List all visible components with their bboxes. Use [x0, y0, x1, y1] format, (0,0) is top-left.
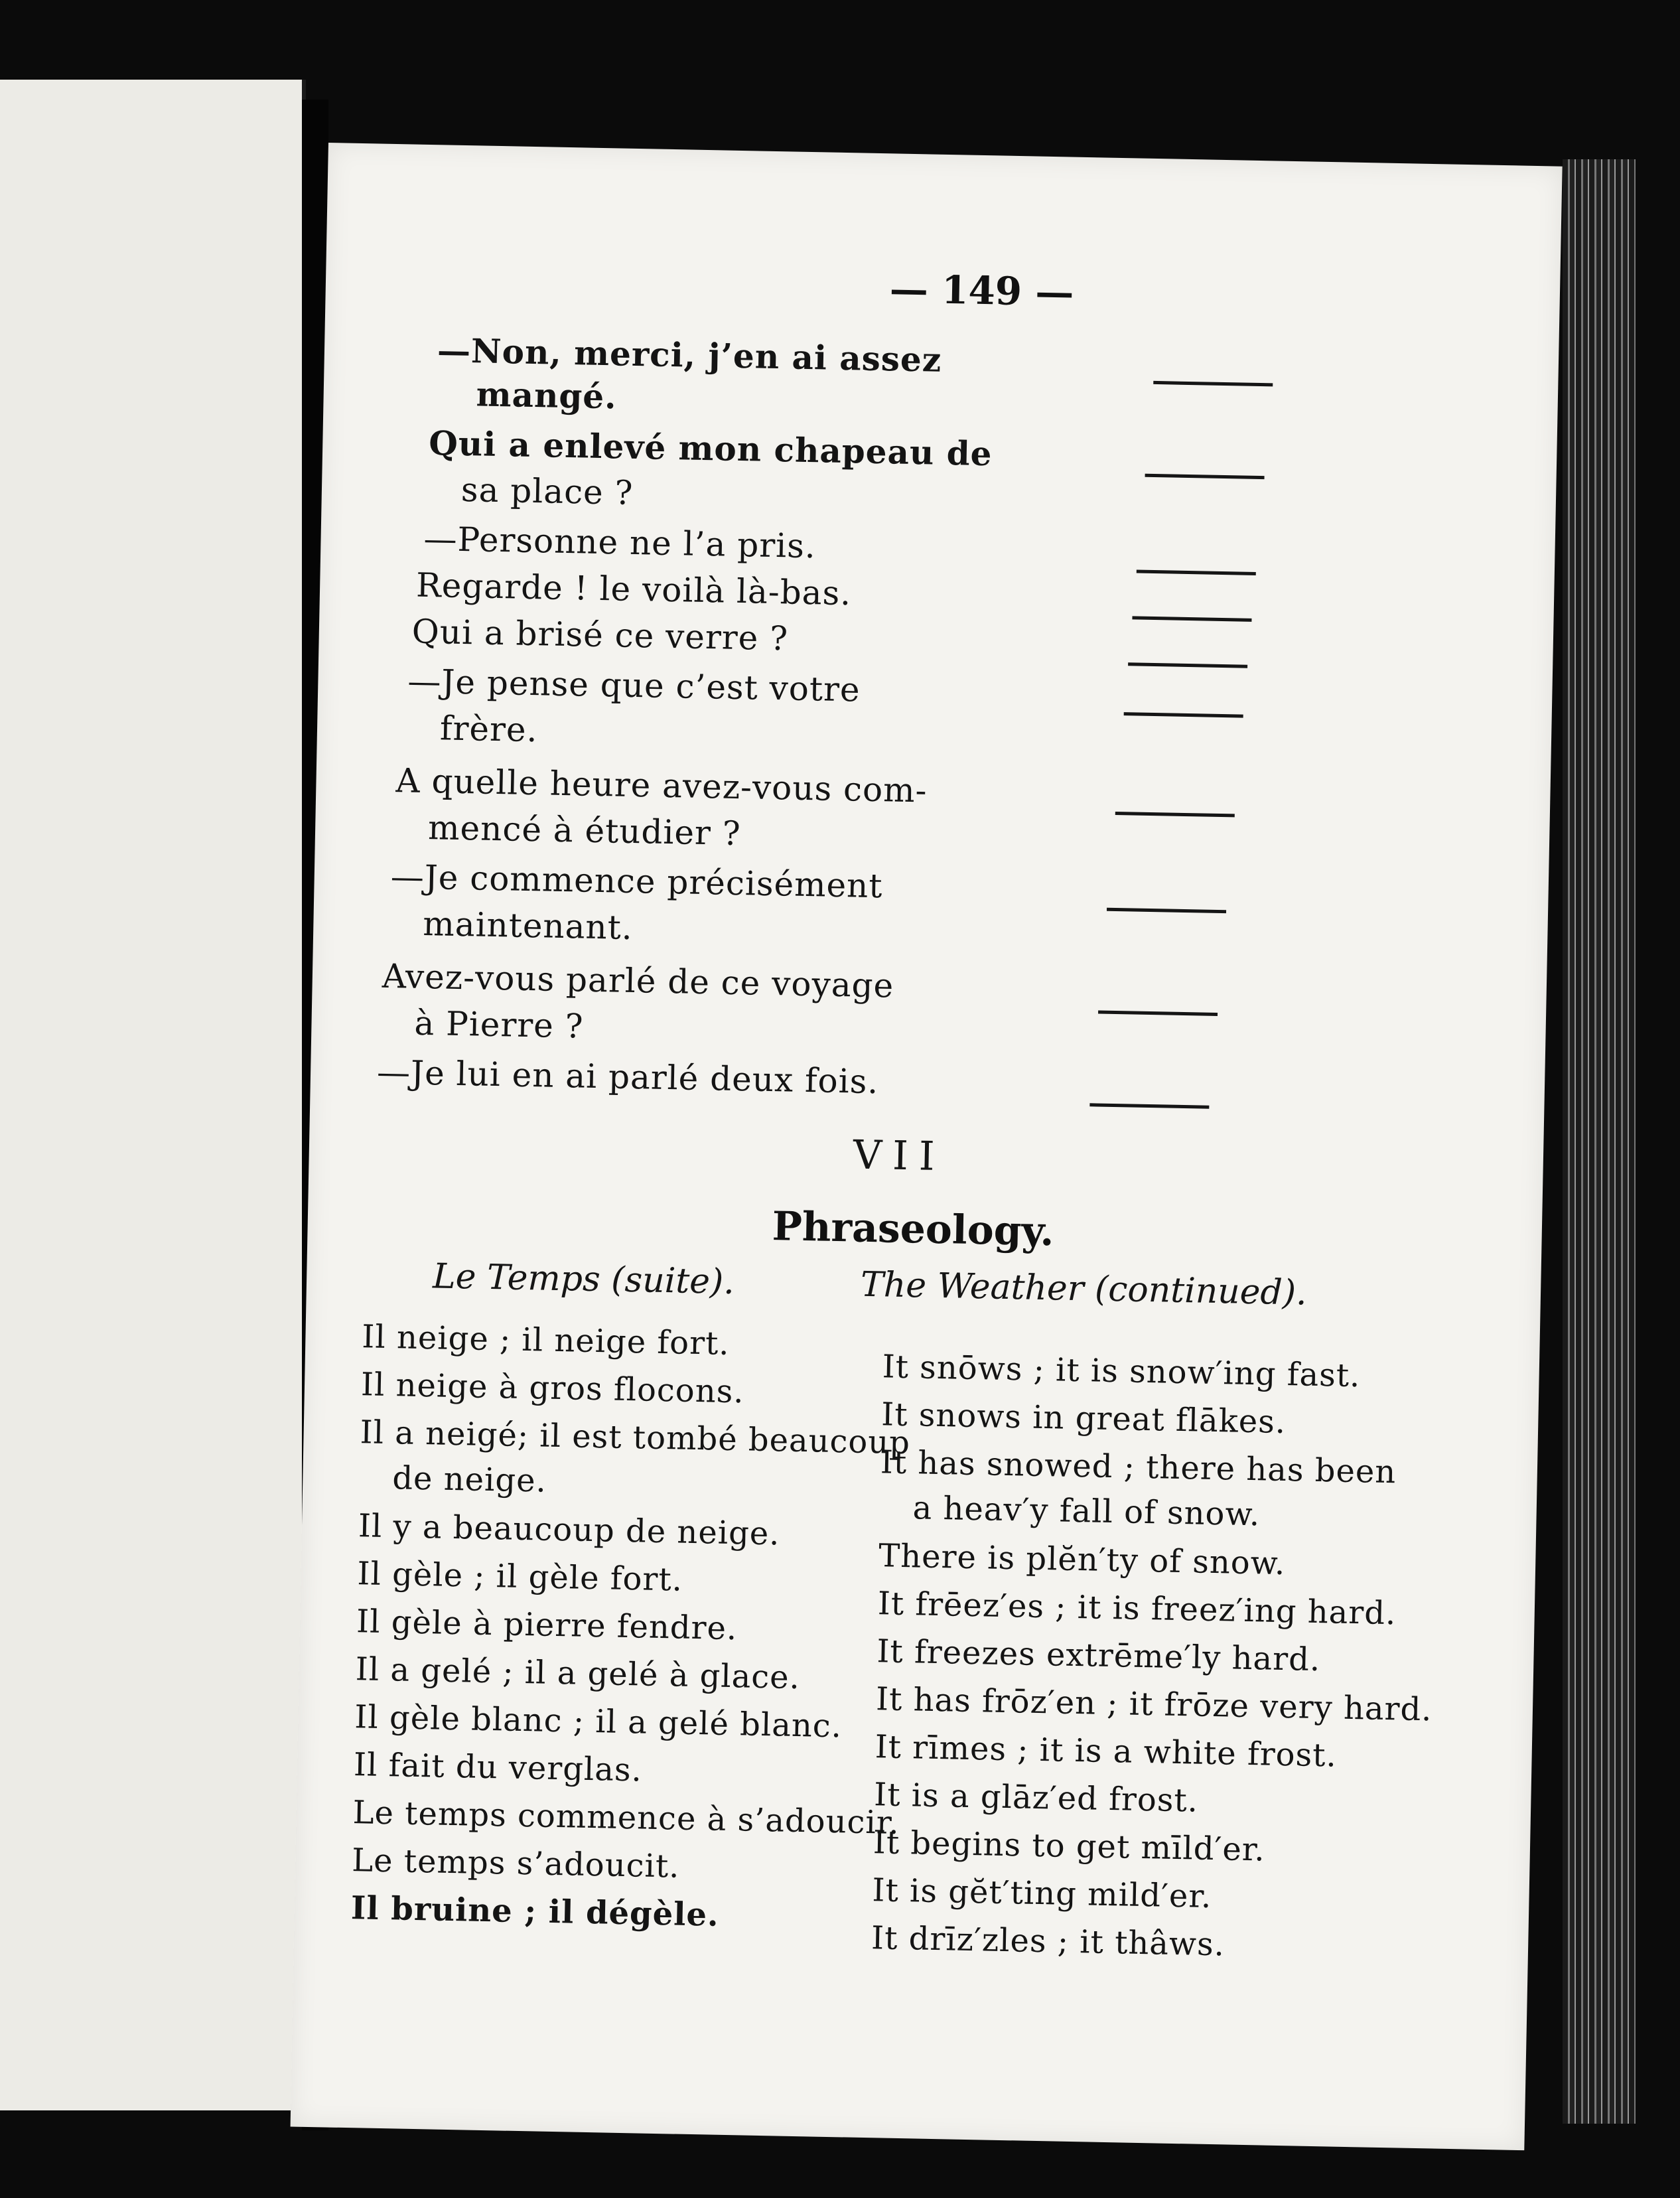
french-phrase: Il bruine ; il dégèle. [350, 1889, 720, 1934]
french-heading-suffix: (suite). [610, 1260, 735, 1303]
english-phrase: It snows in great flākes. [880, 1396, 1287, 1441]
left-page-fragment [0, 80, 306, 2110]
dialogue-line: maintenant. [422, 904, 634, 948]
answer-blank [1115, 812, 1235, 817]
english-phrase: It rīmes ; it is a white frost. [875, 1728, 1338, 1775]
dialogue-line: sa place ? [460, 470, 634, 512]
french-phrase: Il y a beaucoup de neige. [358, 1507, 781, 1553]
french-phrase: Il gèle blanc ; il a gelé blanc. [354, 1698, 843, 1745]
english-phrase: There is plĕn′ty of snow. [878, 1537, 1286, 1583]
english-phrase: It drīz′zles ; it thâws. [871, 1919, 1225, 1964]
english-phrase: It has frōz′en ; it frōze very hard. [875, 1680, 1433, 1729]
page-edges [1563, 159, 1636, 2124]
english-phrase: a heav′y fall of snow. [912, 1489, 1261, 1534]
answer-blank [1089, 1103, 1209, 1108]
french-phrase: Il neige à gros flocons. [360, 1366, 745, 1411]
french-phrase: Il fait du verglas. [353, 1746, 643, 1789]
dialogue-line: —Personne ne l’a pris. [423, 519, 817, 566]
dialogue-line: —Je lui en ai parlé deux fois. [376, 1053, 879, 1102]
page-number: — 149 — [889, 266, 1074, 315]
french-phrase: Il a neigé; il est tombé beaucoup [360, 1414, 911, 1462]
french-column-heading [433, 1256, 735, 1302]
answer-blank [1153, 381, 1273, 386]
book-page [291, 143, 1563, 2150]
answer-blank [1098, 1011, 1218, 1016]
section-title: Phraseology. [772, 1203, 1055, 1256]
english-phrase: It frēez′es ; it is freez′ing hard. [877, 1585, 1397, 1633]
dialogue-line: à Pierre ? [413, 1003, 585, 1046]
english-phrase: It is a glāz′ed frost. [873, 1776, 1199, 1820]
answer-blank [1128, 662, 1247, 668]
dialogue-line: Qui a enlevé mon chapeau de [428, 423, 993, 474]
dialogue-line: —Je pense que c’est votre [407, 662, 861, 709]
french-heading-title: Le Temps [432, 1256, 601, 1300]
french-phrase: Il gèle ; il gèle fort. [357, 1555, 683, 1599]
english-phrase: It is gĕt′ting mild′er. [872, 1871, 1212, 1916]
dialogue-line: Qui a brisé ce verre ? [411, 612, 789, 658]
dialogue-line: —Non, merci, j’en ai assez [437, 330, 942, 380]
french-phrase: de neige. [391, 1459, 547, 1500]
french-phrase: Il neige ; il neige fort. [361, 1318, 731, 1362]
dialogue-line: —Je commence précisément [390, 857, 883, 906]
english-phrase: It freezes extrēme′ly hard. [876, 1633, 1321, 1679]
answer-blank [1137, 569, 1256, 575]
french-phrase: Le temps s’adoucit. [351, 1842, 680, 1885]
english-phrase: It has snowed ; there has been [880, 1443, 1397, 1491]
dialogue-line: Avez-vous parlé de ce voyage [382, 956, 894, 1005]
english-column-heading [861, 1265, 1308, 1313]
english-phrase: It snōws ; it is snow′ing fast. [882, 1348, 1361, 1395]
answer-blank [1124, 712, 1243, 717]
dialogue-line: frère. [439, 709, 539, 750]
french-phrase: Le temps commence à s’adoucir. [352, 1794, 900, 1842]
english-phrase: It begins to get mīld′er. [873, 1824, 1266, 1869]
answer-blank [1145, 474, 1265, 479]
french-phrase: Il a gelé ; il a gelé à glace. [355, 1650, 801, 1697]
french-phrase: Il gèle à pierre fendre. [356, 1603, 738, 1648]
english-heading-suffix: (continued). [1094, 1269, 1308, 1313]
dialogue-line: mangé. [476, 374, 618, 417]
english-heading-title: The Weather [860, 1264, 1085, 1309]
dialogue-line: Regarde ! le voilà là-bas. [415, 565, 852, 613]
dialogue-line: mencé à étudier ? [427, 808, 742, 853]
section-number: VII [853, 1132, 946, 1181]
answer-blank [1107, 908, 1226, 913]
answer-blank [1132, 616, 1251, 621]
dialogue-line: A quelle heure avez-vous com- [395, 761, 928, 810]
